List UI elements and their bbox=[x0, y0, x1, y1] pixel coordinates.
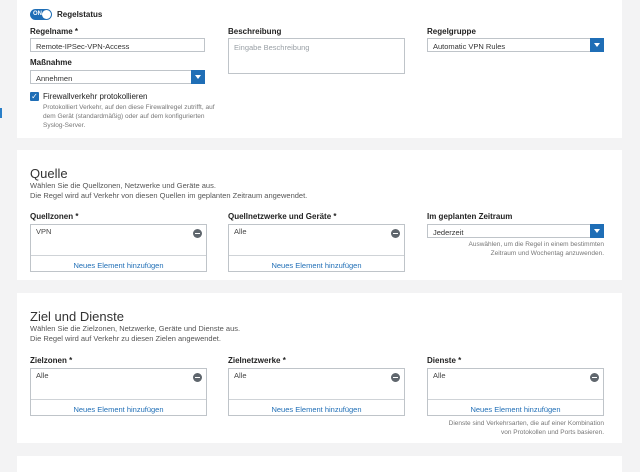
left-scroll-marker bbox=[0, 108, 2, 118]
list-divider bbox=[31, 255, 206, 256]
action-value: Annehmen bbox=[36, 74, 73, 83]
chevron-down-icon bbox=[590, 38, 604, 52]
source-zones-label: Quellzonen * bbox=[30, 212, 79, 221]
source-networks-label: Quellnetzwerke und Geräte * bbox=[228, 212, 337, 221]
services-hint bbox=[427, 419, 604, 437]
list-divider bbox=[31, 399, 206, 400]
rule-status-toggle[interactable] bbox=[30, 9, 52, 20]
schedule-label: Im geplanten Zeitraum bbox=[427, 212, 513, 221]
destination-networks-label: Zielnetzwerke * bbox=[228, 356, 286, 365]
list-divider bbox=[229, 399, 404, 400]
chevron-down-icon bbox=[191, 70, 205, 84]
service-item: Alle bbox=[433, 371, 446, 380]
source-zones-list bbox=[30, 224, 207, 272]
destination-zone-item: Alle bbox=[36, 371, 49, 380]
add-destination-zone-button[interactable]: Neues Element hinzufügen bbox=[73, 405, 164, 414]
list-divider bbox=[229, 255, 404, 256]
hint-line: Protokolliert Verkehr, auf den diese Firewallregel zutrifft, auf bbox=[43, 104, 215, 111]
services-label: Dienste * bbox=[427, 356, 462, 365]
toggle-on-label: ON bbox=[33, 11, 42, 17]
check-icon: ✓ bbox=[31, 92, 38, 101]
general-settings-panel bbox=[17, 0, 622, 138]
action-label: Maßnahme bbox=[30, 58, 72, 67]
destination-section-title: Ziel und Dienste bbox=[30, 309, 124, 324]
schedule-select[interactable] bbox=[427, 224, 604, 238]
rule-name-label: Regelname * bbox=[30, 27, 79, 36]
left-gutter bbox=[0, 0, 14, 472]
rule-group-label: Regelgruppe bbox=[427, 27, 476, 36]
desc-line: Die Regel wird auf Verkehr von diesen Quellen im geplanten Zeitraum angewendet. bbox=[30, 191, 308, 200]
action-select[interactable] bbox=[30, 70, 205, 84]
source-section-title: Quelle bbox=[30, 166, 68, 181]
destination-networks-list bbox=[228, 368, 405, 416]
toggle-knob bbox=[42, 10, 51, 19]
desc-line: Wählen Sie die Quellzonen, Netzwerke und Geräte aus. bbox=[30, 181, 216, 190]
log-traffic-hint bbox=[43, 103, 233, 130]
source-zone-item: VPN bbox=[36, 227, 52, 236]
remove-icon[interactable] bbox=[193, 229, 202, 238]
log-traffic-label: Firewallverkehr protokollieren bbox=[43, 92, 148, 101]
hint-line: Auswählen, um die Regel in einem bestimmten bbox=[468, 241, 604, 248]
remove-icon[interactable] bbox=[193, 373, 202, 382]
hint-line: dem Gerät (standardmäßig) oder auf dem konfigurierten bbox=[43, 113, 205, 120]
chevron-down-icon bbox=[590, 224, 604, 238]
source-panel bbox=[17, 150, 622, 280]
remove-icon[interactable] bbox=[391, 373, 400, 382]
destination-zones-list bbox=[30, 368, 207, 416]
desc-line: Wählen Sie die Zielzonen, Netzwerke, Geräte und Dienste aus. bbox=[30, 324, 241, 333]
description-textarea[interactable]: Eingabe Beschreibung bbox=[228, 38, 405, 74]
add-source-zone-button[interactable]: Neues Element hinzufügen bbox=[73, 261, 164, 270]
services-list bbox=[427, 368, 604, 416]
add-source-network-button[interactable]: Neues Element hinzufügen bbox=[271, 261, 362, 270]
hint-line: Zeitraum und Wochentag anzuwenden. bbox=[490, 250, 604, 257]
rule-name-input[interactable]: Remote-IPSec-VPN-Access bbox=[30, 38, 205, 52]
description-label: Beschreibung bbox=[228, 27, 282, 36]
destination-zones-label: Zielzonen * bbox=[30, 356, 73, 365]
remove-icon[interactable] bbox=[590, 373, 599, 382]
hint-line: von Protokollen und Ports basieren. bbox=[501, 429, 604, 436]
destination-section-desc bbox=[30, 324, 240, 344]
next-section-panel bbox=[17, 456, 622, 472]
source-network-item: Alle bbox=[234, 227, 247, 236]
destination-network-item: Alle bbox=[234, 371, 247, 380]
remove-icon[interactable] bbox=[391, 229, 400, 238]
schedule-value: Jederzeit bbox=[433, 228, 464, 237]
hint-line: Syslog-Server. bbox=[43, 122, 86, 129]
add-destination-network-button[interactable]: Neues Element hinzufügen bbox=[271, 405, 362, 414]
rule-group-select[interactable] bbox=[427, 38, 604, 52]
destination-panel bbox=[17, 293, 622, 443]
log-traffic-checkbox[interactable] bbox=[30, 92, 39, 101]
hint-line: Dienste sind Verkehrsarten, die auf einer Kombination bbox=[448, 420, 604, 427]
rule-group-value: Automatic VPN Rules bbox=[433, 42, 506, 51]
desc-line: Die Regel wird auf Verkehr zu diesen Zielen angewendet. bbox=[30, 334, 221, 343]
add-service-button[interactable]: Neues Element hinzufügen bbox=[470, 405, 561, 414]
schedule-hint bbox=[427, 240, 604, 258]
source-section-desc bbox=[30, 181, 307, 201]
rule-status-label: Regelstatus bbox=[57, 10, 103, 19]
list-divider bbox=[428, 399, 603, 400]
source-networks-list bbox=[228, 224, 405, 272]
